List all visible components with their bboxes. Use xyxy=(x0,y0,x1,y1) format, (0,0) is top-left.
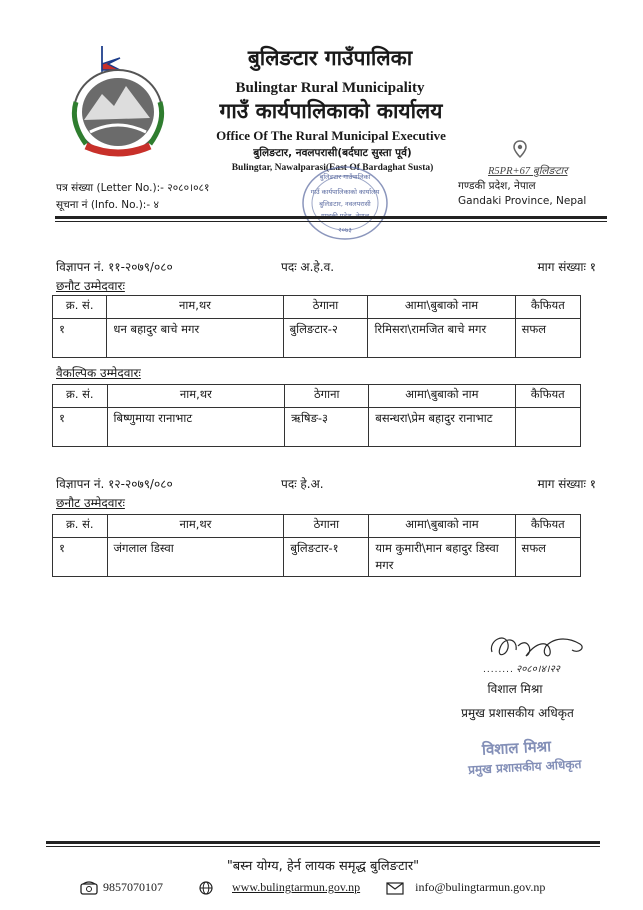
province-np: गण्डकी प्रदेश, नेपाल xyxy=(458,180,536,192)
location-info xyxy=(458,164,586,209)
signatory-name: विशाल मिश्रा xyxy=(487,682,543,696)
cell-address: बुलिङटार-१ xyxy=(284,538,369,577)
post-name: पदः हे.अ. xyxy=(281,477,324,491)
col-header: आमा\बुबाको नाम xyxy=(369,385,515,408)
name-stamp: विशाल मिश्रा xyxy=(481,737,552,759)
cell-name: धन बहादुर बाचे मगर xyxy=(107,319,283,358)
table-row xyxy=(53,319,581,358)
globe-icon xyxy=(197,881,215,895)
col-header: ठेगाना xyxy=(285,385,369,408)
cell-serial: १ xyxy=(53,538,108,577)
col-header: ठेगाना xyxy=(283,296,368,319)
municipality-name-np: बुलिङटार गाउँपालिका xyxy=(247,46,413,70)
stamp-line: गाउँ कार्यपालिकाको कार्यालय xyxy=(310,188,380,196)
ad-2-info xyxy=(56,475,596,492)
table-row xyxy=(53,538,581,577)
address-en: Bulingtar, Nawalparasi(East Of Bardaghat Susta) xyxy=(231,163,434,173)
signature-date: २०८०।४।२२ xyxy=(516,664,560,675)
office-name-en: Office Of The Rural Municipal Executive xyxy=(216,128,446,143)
ad-number: विज्ञापन नं. १२-२०७९/०८० xyxy=(56,477,173,491)
cell-remarks xyxy=(515,408,580,447)
section-title: वैकल्पिक उम्मेदवारः xyxy=(56,366,141,380)
table-row xyxy=(53,408,581,447)
cell-parents: याम कुमारी\मान बहादुर डिस्वा मगर xyxy=(369,538,515,577)
col-header: क्र. सं. xyxy=(53,385,108,408)
col-header: क्र. सं. xyxy=(53,296,107,319)
letter-number: पत्र संख्या (Letter No.):- २०८०।०८१ xyxy=(56,182,210,194)
signatory-title: प्रमुख प्रशासकीय अधिकृत xyxy=(461,706,574,720)
col-header: नाम,थर xyxy=(107,515,284,538)
col-header: कैफियत xyxy=(515,515,580,538)
cell-serial: १ xyxy=(53,319,107,358)
title-stamp: प्रमुख प्रशासकीय अधिकृत xyxy=(467,757,582,777)
phone-icon xyxy=(80,881,98,895)
post-name: पदः अ.हे.व. xyxy=(281,260,335,274)
province-en: Gandaki Province, Nepal xyxy=(458,195,587,207)
cell-parents: रिमिसरा\रामजित बाचे मगर xyxy=(368,319,515,358)
table-header-row xyxy=(53,515,581,538)
col-header: नाम,थर xyxy=(107,385,285,408)
cell-name: बिष्णुमाया रानाभाट xyxy=(107,408,285,447)
footer-divider xyxy=(46,841,600,844)
demand-count: माग संख्याः १ xyxy=(537,477,596,491)
ad-number: विज्ञापन नं. ११-२०७९/०८० xyxy=(56,260,173,274)
cell-serial: १ xyxy=(53,408,108,447)
demand-count: माग संख्याः १ xyxy=(537,260,596,274)
signature-line: ........ xyxy=(483,665,514,675)
section-title: छनौट उम्मेदवारः xyxy=(56,279,125,293)
selected-candidates-table-2 xyxy=(52,514,581,577)
table-header-row xyxy=(53,296,581,319)
section-title: छनौट उम्मेदवारः xyxy=(56,496,125,510)
ad-1-info xyxy=(56,258,596,275)
selected-candidates-table xyxy=(52,295,581,358)
office-stamp xyxy=(300,163,390,243)
col-header: कैफियत xyxy=(515,385,580,408)
location-pin-icon xyxy=(512,140,528,160)
website-link[interactable]: www.bulingtarmun.gov.np xyxy=(232,880,361,894)
email-icon xyxy=(386,881,404,895)
col-header: क्र. सं. xyxy=(53,515,108,538)
col-header: आमा\बुबाको नाम xyxy=(369,515,515,538)
cell-address: बुलिङटार-२ xyxy=(283,319,368,358)
office-name-np: गाउँ कार्यपालिकाको कार्यालय xyxy=(219,99,443,123)
cell-address: ऋषिङ-३ xyxy=(285,408,369,447)
col-header: ठेगाना xyxy=(284,515,369,538)
col-header: नाम,थर xyxy=(107,296,283,319)
col-header: कैफियत xyxy=(515,296,580,319)
col-header: आमा\बुबाको नाम xyxy=(368,296,515,319)
info-number: सूचना नं (Info. No.):- ४ xyxy=(56,199,159,211)
slogan: "बस्न योग्य, हेर्न लायक समृद्ध बुलिङटार" xyxy=(226,859,420,874)
cell-parents: बसन्धरा\प्रेम बहादुर रानाभाट xyxy=(369,408,515,447)
cell-remarks: सफल xyxy=(515,319,580,358)
address-np: बुलिङटार, नवलपरासी(बर्दघाट सुस्ता पूर्व) xyxy=(253,147,412,159)
municipality-emblem-icon xyxy=(62,42,174,162)
municipality-name-en: Bulingtar Rural Municipality xyxy=(235,80,425,96)
cell-name: जंगलाल डिस्वा xyxy=(107,538,284,577)
alternate-candidates-table xyxy=(52,384,581,447)
email-address[interactable]: info@bulingtarmun.gov.np xyxy=(415,880,546,894)
footer-divider-thin xyxy=(46,846,600,847)
contact-bar xyxy=(80,880,600,895)
header-divider xyxy=(55,216,607,219)
stamp-line: बुलिङटार, नवलपरासी xyxy=(319,200,371,208)
plus-code: R5PR+67 बुलिङटार xyxy=(488,166,568,177)
table-header-row xyxy=(53,385,581,408)
reference-numbers xyxy=(56,180,209,214)
phone-number: 9857070107 xyxy=(103,880,163,894)
stamp-line: २०७३ xyxy=(338,226,352,234)
cell-remarks: सफल xyxy=(515,538,580,577)
stamp-line: बुलिङटार गाउँपालिका xyxy=(319,173,371,181)
header-divider-thin xyxy=(55,221,607,222)
